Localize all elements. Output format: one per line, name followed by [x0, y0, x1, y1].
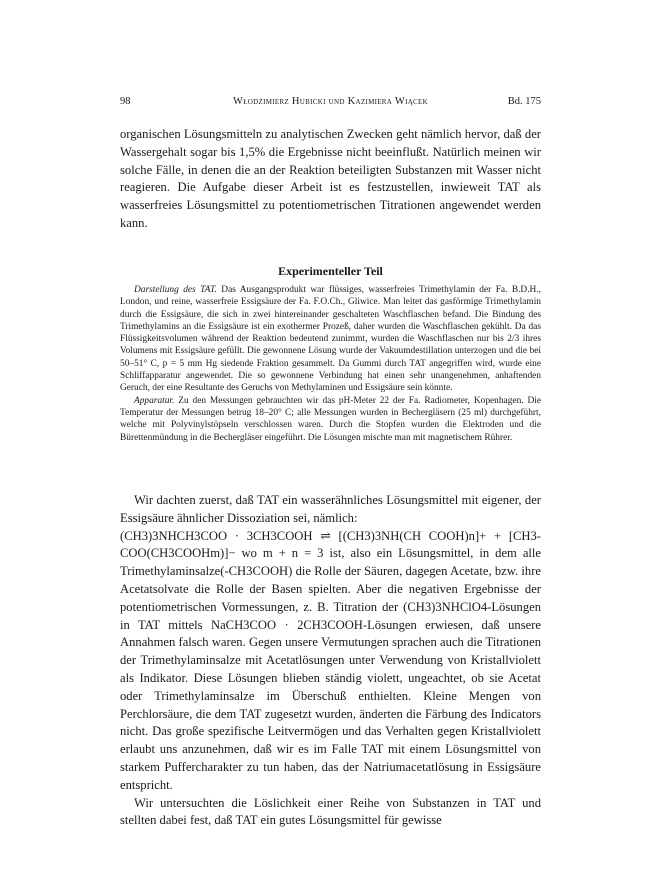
main-continuation: also ein Lösungsmittel, in dem alle Trimethylaminsalze(-CH3COOH) die Rolle der Säuren, dagegen Acetate, bzw. ihre Acetatsolvate die Rolle der Basen spielten. Aber die negativen Ergebnisse der potentiometrischen Vormessungen, z. B. Titration der (CH3)3NHClO4-Lösungen in TAT mittels NaCH3COO · 2CH3COOH-Lösungen erwiesen, daß unsere Annahmen falsch waren. Gegen unsere Vermutungen sprachen auch die Titrationen der Trimethylaminsalze mit Acetatlösungen unter Verwendung von Kristallviolett als Indikator. Diese Lösungen blieben ständig violett, ungeachtet, ob sie Acetat oder Trimethylaminsalze im Überschuß enthielten. Kleine Mengen von Perchlorsäure, die dem TAT zugesetzt wurden, änderten die Färbung des Indicators nicht. Das große spezifische Leitvermögen und das Verhalten gegen Kristallviolett erlaubt uns anzunehmen, daß wir es im Falle TAT mit einem Lösungsmittel von starkem Puffercharakter zu tun haben, das der Natriumacetatlösung in Essigsäure entspricht.	[120, 546, 541, 792]
main-paragraph-text	[120, 492, 541, 795]
darstellung-paragraph	[120, 284, 541, 395]
last-paragraph: Wir untersuchten die Löslichkeit einer Reihe von Substanzen in TAT und stellten dabei fest, daß TAT ein gutes Lösungsmittel für gewisse	[120, 795, 541, 828]
darstellung-text: Das Ausgangsprodukt war flüssiges, wasserfreies Trimethylamin der Fa. B.D.H., London, und reine, wasserfreie Essigsäure der Fa. F.O.Ch., Gliwice. Man leitet das gasförmige Trimethylamin durch die Essigsäure, die sich in zwei hintereinander geschalteten Waschflaschen befand. Die Bindung des Trimethylamins an die Essigsäure ist ein exothermer Prozeß, daher wurden die Waschflaschen gekühlt. Da das Flüssigkeitsvolumen während der Reaktion bedeutend zunimmt, wurden die Waschflaschen nur bis 2/3 ihres Volumens mit Essigsäure gefüllt. Die gewonnene Lösung wurde der Vakuumdestillation unterzogen und die bei 50–51° C, p = 5 mm Hg siedende Fraktion gesammelt. Da Gummi durch TAT angegriffen wird, wurde eine Schliffapparatur angewendet. Die so gewonnene Verbindung hat einen sehr unangenehmen, anhaftenden Geruch, der eine Resultante des Geruchs von Methylaminen und Essigsäure sein könnte.	[120, 285, 542, 394]
main-paragraph	[120, 492, 541, 830]
running-header	[120, 95, 541, 109]
apparatur-text: Zu den Messungen gebrauchten wir das pH-Meter 22 der Fa. Radiometer, Kopenhagen. Die Temperatur der Messungen betrug 18–20° C; alle Messungen wurden in Bechergläsern (25 ml) durchgeführt, welche mit Polyvinylstöpseln verschlossen waren. Durch die Stopfen wurden die Elektroden und die Bürettenmündung in die Bechergläser eingeführt. Die Lösungen mischte man mit magnetischem Rührer.	[120, 395, 541, 443]
darstellung-label: Darstellung des TAT.	[134, 285, 217, 295]
experimental-section	[120, 284, 541, 444]
running-header-authors: Włodzimierz Hubicki und Kazimiera Wiącek	[233, 96, 428, 107]
equation-condition: wo m + n = 3 ist,	[235, 546, 345, 561]
dissociation-equation: (CH3)3NHCH3COO · 3CH3COOH ⇌ [(CH3)3NH(CH COOH)n]+ + [CH3-COO(CH3COOHm)]−	[120, 528, 541, 561]
volume-label: Bd. 175	[507, 96, 541, 107]
page-number: 98	[120, 96, 131, 107]
apparatur-paragraph	[120, 395, 541, 444]
intro-paragraph-text: organischen Lösungsmitteln zu analytischen Zwecken geht nämlich hervor, daß der Wassergehalt sogar bis 1,5% die Ergebnisse nicht beeinflußt. Natürlich meinen wir solche Fälle, in denen die an der Reaktion beteiligten Substanzen mit Wasser nicht reagieren. Die Aufgabe dieser Arbeit ist es festzustellen, inwieweit TAT als wasserfreies Lösungsmittel zu potentiometrischen Titrationen angewendet werden kann.	[120, 127, 541, 230]
section-heading: Experimenteller Teil	[278, 264, 383, 278]
intro-paragraph	[120, 126, 541, 233]
apparatur-label: Apparatur.	[134, 395, 175, 406]
main-lead: Wir dachten zuerst, daß TAT ein wasserähnliches Lösungsmittel mit eigener, der Essigsäure ähnlicher Dissoziation sei, nämlich:	[120, 493, 541, 525]
